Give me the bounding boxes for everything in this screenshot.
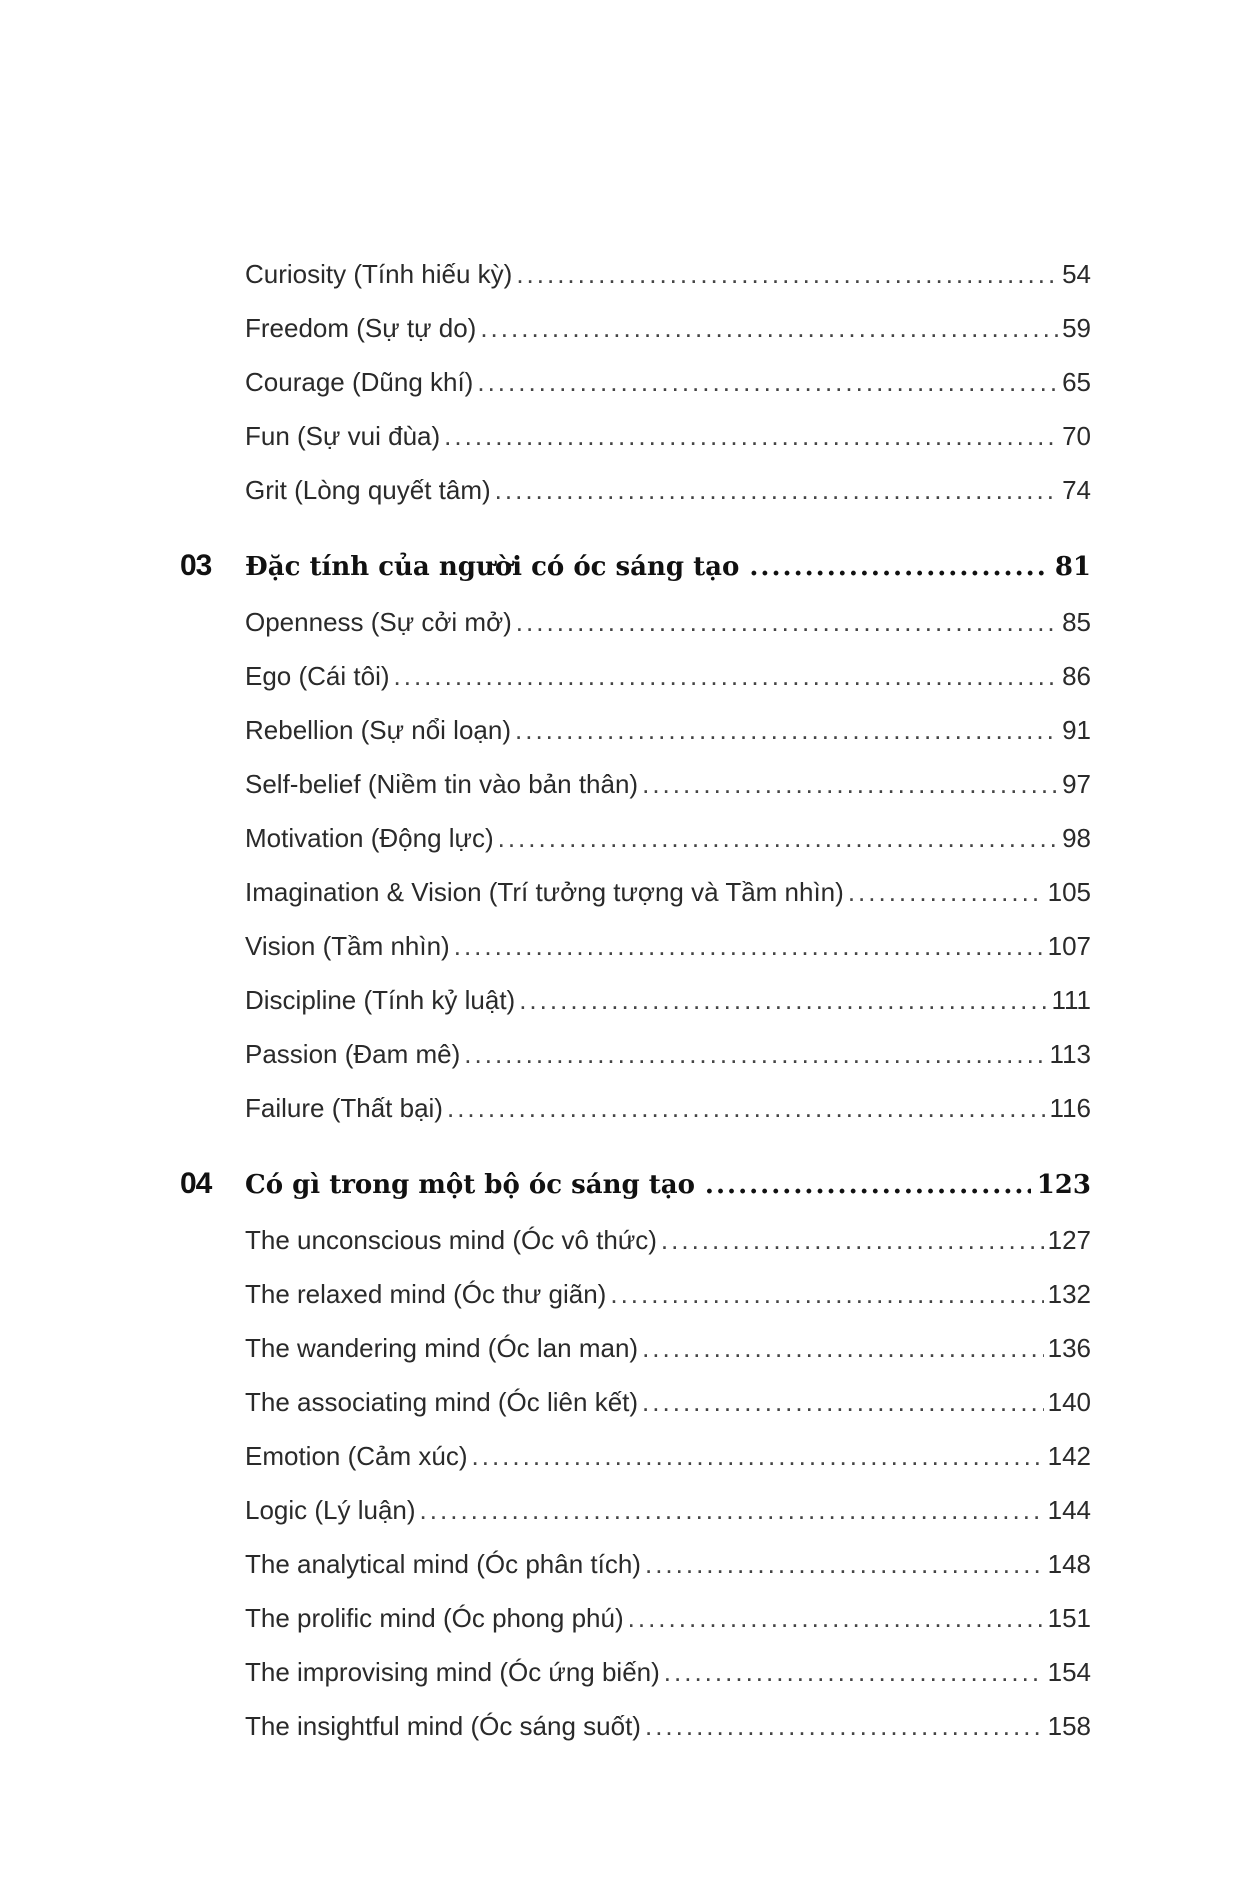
toc-entry-page: 136 [1047, 1333, 1091, 1363]
toc-entry-title: The prolific mind (Óc phong phú) [245, 1603, 624, 1633]
dot-leader [472, 1432, 1044, 1480]
toc-entry-page: 97 [1062, 769, 1091, 799]
toc-entry [245, 814, 1091, 862]
dot-leader [610, 1270, 1043, 1318]
toc-entry-title: The relaxed mind (Óc thư giãn) [245, 1279, 607, 1309]
dot-leader [642, 760, 1058, 808]
toc-entry-page: 98 [1062, 823, 1091, 853]
toc-entry-title: The associating mind (Óc liên kết) [245, 1387, 639, 1417]
toc-entry-page: 127 [1047, 1225, 1091, 1255]
chapter-page: 123 [1036, 1170, 1091, 1200]
toc-entry-page: 59 [1062, 313, 1091, 343]
dot-leader [645, 1702, 1044, 1750]
toc-entry [245, 652, 1091, 700]
toc-entry [245, 466, 1091, 514]
toc-entry [245, 1030, 1091, 1078]
toc-entry [245, 412, 1091, 460]
toc-entry [245, 1324, 1091, 1372]
dot-leader [498, 814, 1058, 862]
toc-entry [245, 250, 1091, 298]
toc-entry-page: 151 [1047, 1603, 1091, 1633]
toc-entry-page: 116 [1049, 1093, 1091, 1123]
toc-entry-title: The unconscious mind (Óc vô thức) [245, 1225, 657, 1255]
toc-entry-page: 86 [1062, 661, 1091, 691]
toc-entry-page: 74 [1062, 475, 1091, 505]
toc-entry-title: Ego (Cái tôi) [245, 661, 390, 691]
chapter-number: 04 [180, 1167, 212, 1200]
dot-leader [444, 412, 1058, 460]
toc-entry [245, 304, 1091, 352]
dot-leader [480, 304, 1058, 352]
dot-leader [454, 922, 1044, 970]
toc-entry-page: 85 [1062, 607, 1091, 637]
toc-entry-page: 140 [1047, 1387, 1091, 1417]
chapter-page: 81 [1054, 552, 1091, 582]
dot-leader [447, 1084, 1046, 1132]
toc-entry-title: Fun (Sự vui đùa) [245, 421, 441, 451]
dot-leader [464, 1030, 1045, 1078]
toc-entry-title: Openness (Sự cởi mở) [245, 607, 512, 637]
dot-leader [642, 1324, 1044, 1372]
toc-entry [245, 922, 1091, 970]
toc-entry-page: 132 [1047, 1279, 1091, 1309]
toc-entry [245, 1270, 1091, 1318]
toc-entry-title: Curiosity (Tính hiếu kỳ) [245, 259, 513, 289]
dot-leader [664, 1648, 1044, 1696]
toc-entry-title: Freedom (Sự tự do) [245, 313, 477, 343]
toc-entry-title: Discipline (Tính kỷ luật) [245, 985, 516, 1015]
dot-leader [519, 976, 1047, 1024]
toc-entry-title: Motivation (Động lực) [245, 823, 494, 853]
toc-entry-page: 65 [1062, 367, 1091, 397]
dot-leader [515, 706, 1058, 754]
toc-entry-title: Grit (Lòng quyết tâm) [245, 475, 491, 505]
toc-entry-page: 142 [1047, 1441, 1091, 1471]
toc-entry-page: 148 [1047, 1549, 1091, 1579]
toc-entry [245, 598, 1091, 646]
dot-leader [495, 466, 1058, 514]
chapter-heading-04 [180, 1156, 1091, 1212]
toc-entry [245, 1594, 1091, 1642]
dot-leader [705, 1157, 1031, 1213]
toc-entry-title: Imagination & Vision (Trí tưởng tượng và Tầm nhìn) [245, 877, 844, 907]
toc-entry-page: 158 [1047, 1711, 1091, 1741]
toc-entry-title: Failure (Thất bại) [245, 1093, 443, 1123]
toc-entry-page: 54 [1062, 259, 1091, 289]
dot-leader [645, 1540, 1044, 1588]
toc-entry-title: The analytical mind (Óc phân tích) [245, 1549, 641, 1579]
toc-entry [245, 1432, 1091, 1480]
dot-leader [628, 1594, 1044, 1642]
toc-entry [245, 358, 1091, 406]
toc-entry [245, 868, 1091, 916]
chapter-number: 03 [180, 549, 212, 582]
toc-entry-title: Rebellion (Sự nổi loạn) [245, 715, 511, 745]
toc-entry [245, 976, 1091, 1024]
toc-entry [245, 1486, 1091, 1534]
toc-entry-title: Passion (Đam mê) [245, 1039, 461, 1069]
toc-entry-page: 91 [1062, 715, 1091, 745]
toc-entry [245, 1540, 1091, 1588]
toc-entry-page: 154 [1047, 1657, 1091, 1687]
toc-entry-page: 113 [1049, 1039, 1091, 1069]
toc-entry-page: 144 [1047, 1495, 1091, 1525]
dot-leader [749, 539, 1048, 595]
dot-leader [394, 652, 1059, 700]
dot-leader [420, 1486, 1044, 1534]
dot-leader [661, 1216, 1044, 1264]
chapter-heading-03 [180, 538, 1091, 594]
chapter-title: Có gì trong một bộ óc sáng tạo [245, 1170, 695, 1200]
toc-entry-title: Vision (Tầm nhìn) [245, 931, 450, 961]
dot-leader [516, 598, 1058, 646]
chapter-title: Đặc tính của người có óc sáng tạo [245, 552, 740, 582]
toc-entry-page: 107 [1047, 931, 1091, 961]
toc-entry [245, 760, 1091, 808]
dot-leader [477, 358, 1058, 406]
toc-entry [245, 1378, 1091, 1426]
dot-leader [642, 1378, 1044, 1426]
toc-entry [245, 1084, 1091, 1132]
toc-entry-title: The insightful mind (Óc sáng suốt) [245, 1711, 641, 1741]
toc-entry [245, 1216, 1091, 1264]
dot-leader [516, 250, 1058, 298]
toc-entry-title: Emotion (Cảm xúc) [245, 1441, 468, 1471]
toc-entry-page: 105 [1047, 877, 1091, 907]
toc-entry-page: 111 [1051, 985, 1091, 1015]
toc-entry-title: Self-belief (Niềm tin vào bản thân) [245, 769, 639, 799]
toc-entry-title: The wandering mind (Óc lan man) [245, 1333, 639, 1363]
dot-leader [848, 868, 1044, 916]
toc-entry [245, 1648, 1091, 1696]
toc-entry-title: The improvising mind (Óc ứng biến) [245, 1657, 660, 1687]
toc-entry [245, 706, 1091, 754]
toc-entry-title: Courage (Dũng khí) [245, 367, 474, 397]
toc-entry [245, 1702, 1091, 1750]
toc-entry-title: Logic (Lý luận) [245, 1495, 416, 1525]
toc-entry-page: 70 [1062, 421, 1091, 451]
